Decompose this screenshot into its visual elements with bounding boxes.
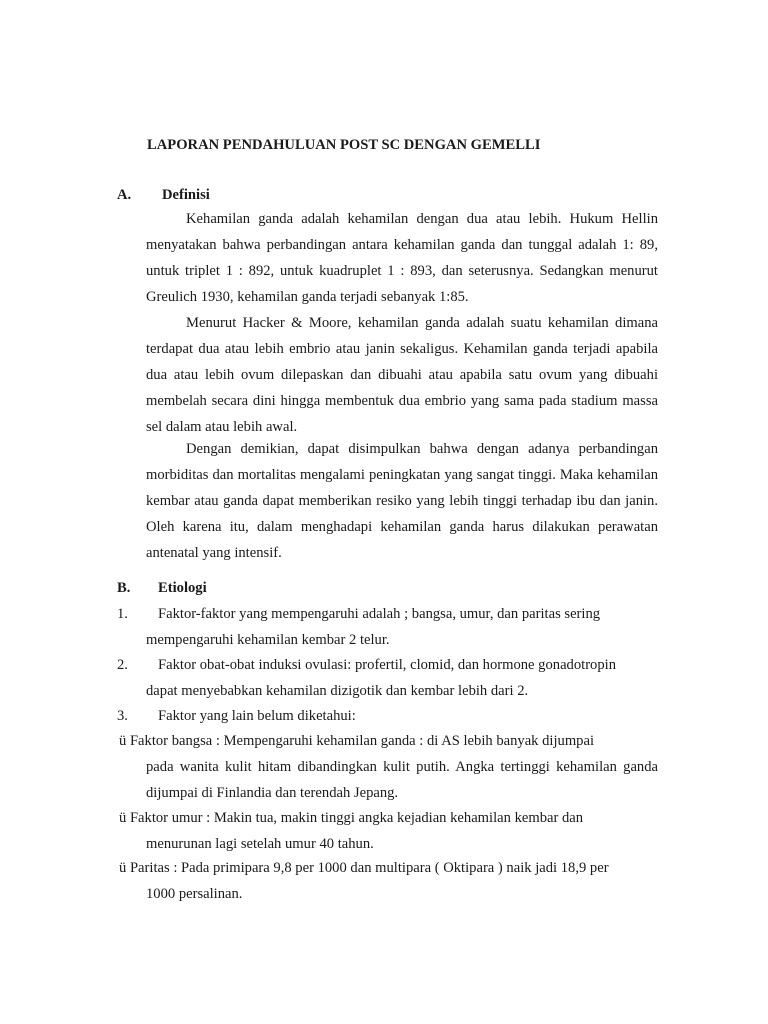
bullet-paritas: ü Paritas : Pada primipara 9,8 per 1000 dan multipara ( Oktipara ) naik jadi 18,9 per 1000 persalinan. — [119, 860, 609, 902]
definisi-paragraph-2: Menurut Hacker & Moore, kehamilan ganda adalah suatu kehamilan dimana terdapat dua atau lebih embrio atau janin sekaligus. Kehamilan ganda terjadi apabila dua atau lebih ovum dilepaskan dan dibuahi atau apabila satu ovum yang dibuahi membelah secara dini hingga membentuk dua embrio yang sama pada stadium massa sel dalam atau lebih awal. — [146, 315, 658, 435]
bullet-faktor-bangsa: ü Faktor bangsa : Mempengaruhi kehamilan ganda : di AS lebih banyak dijumpai pada wanita kulit hitam dibandingkan kulit putih. Angka tertinggi kehamilan ganda dijumpai di Finlandia dan terendah Jepang. — [119, 733, 658, 801]
section-b-title: Etiologi — [158, 580, 207, 596]
document-title: LAPORAN PENDAHULUAN POST SC DENGAN GEMELLI — [147, 137, 541, 153]
etiologi-item-3: 3. Faktor yang lain belum diketahui: — [117, 708, 356, 724]
section-b-letter: B. — [117, 580, 131, 596]
section-a-letter: A. — [117, 187, 132, 203]
bullet-faktor-umur: ü Faktor umur : Makin tua, makin tinggi angka kejadian kehamilan kembar dan menurunan lagi setelah umur 40 tahun. — [119, 810, 584, 852]
definisi-paragraph-3: Dengan demikian, dapat disimpulkan bahwa dengan adanya perbandingan morbiditas dan mortalitas mengalami peningkatan yang sangat tinggi. Maka kehamilan kembar atau ganda dapat memberikan resiko yang lebih tinggi terhadap ibu dan janin. Oleh karena itu, dalam menghadapi kehamilan ganda harus dilakukan perawatan antenatal yang intensif. — [146, 441, 658, 561]
etiologi-item-1: 1. Faktor-faktor yang mempengaruhi adalah ; bangsa, umur, dan paritas sering mempengaruhi kehamilan kembar 2 telur. — [117, 606, 601, 648]
section-a-title: Definisi — [162, 187, 210, 203]
etiologi-item-2: 2. Faktor obat-obat induksi ovulasi: profertil, clomid, dan hormone gonadotropin dapat menyebabkan kehamilan dizigotik dan kembar lebih dari 2. — [117, 657, 617, 699]
definisi-paragraph-1: Kehamilan ganda adalah kehamilan dengan dua atau lebih. Hukum Hellin menyatakan bahwa perbandingan antara kehamilan ganda dan tunggal adalah 1: 89, untuk triplet 1 : 892, untuk kuadruplet 1 : 893, dan seterusnya. Sedangkan menurut Greulich 1930, kehamilan ganda terjadi sebanyak 1:85. — [146, 211, 658, 305]
